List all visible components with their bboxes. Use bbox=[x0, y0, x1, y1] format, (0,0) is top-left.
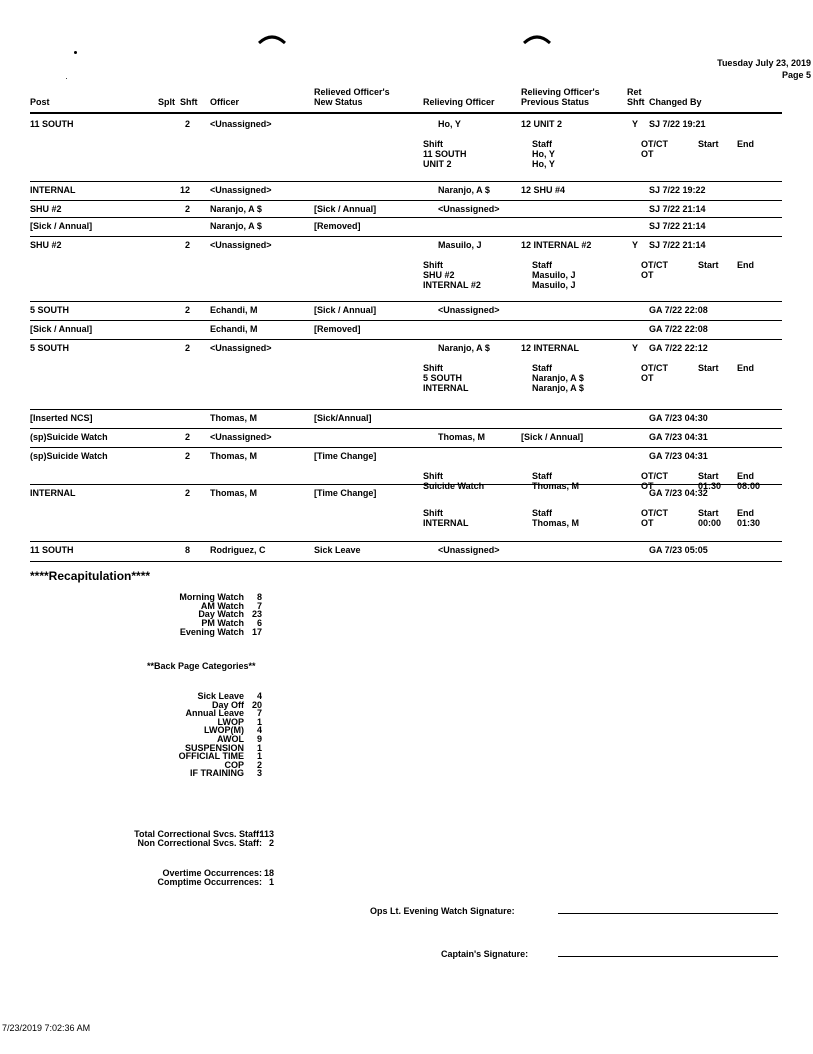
detail-shift-line: SHU #2 bbox=[423, 270, 455, 280]
row-prev-status: [Sick / Annual] bbox=[521, 432, 584, 442]
recap-watch-value: 23 bbox=[251, 609, 262, 620]
row-new-status: [Removed] bbox=[314, 221, 361, 231]
row-rule bbox=[30, 484, 782, 485]
detail-shift-line: INTERNAL bbox=[423, 383, 469, 393]
row-shft: 2 bbox=[184, 204, 190, 214]
recap-watch-label: Morning Watch bbox=[179, 592, 244, 602]
row-relieving-officer: Naranjo, A $ bbox=[438, 343, 490, 353]
detail-shift-line: 5 SOUTH bbox=[423, 373, 463, 383]
detail-ot-header: OT/CT bbox=[641, 471, 668, 481]
detail-shift-line: INTERNAL #2 bbox=[423, 280, 481, 290]
recap-category-label: AWOL bbox=[217, 734, 244, 744]
row-officer: Thomas, M bbox=[210, 488, 258, 498]
row-rule bbox=[30, 447, 782, 448]
recap-category-label: SUSPENSION bbox=[184, 742, 244, 753]
col-relieving-officer: Relieving Officer bbox=[423, 97, 495, 107]
recap-category-label: OFFICIAL TIME bbox=[178, 751, 244, 762]
recap-watch-label: Day Watch bbox=[198, 609, 244, 620]
row-officer: Naranjo, A $ bbox=[210, 221, 262, 231]
recap-total-value: 113 bbox=[259, 829, 274, 839]
detail-start-header: Start bbox=[698, 260, 719, 270]
row-shft: 2 bbox=[184, 451, 190, 461]
recap-category-label: COP bbox=[224, 759, 244, 770]
row-rule bbox=[30, 200, 782, 201]
ops-signature-label: Ops Lt. Evening Watch Signature: bbox=[370, 906, 515, 916]
row-post: [Sick / Annual] bbox=[30, 221, 93, 231]
detail-staff-line: Masuilo, J bbox=[532, 280, 576, 290]
recap-category-value: 1 bbox=[256, 716, 262, 727]
recap-category-value: 1 bbox=[256, 742, 262, 753]
row-changed-by: GA 7/23 04:31 bbox=[649, 451, 708, 461]
detail-shift-header: Shift bbox=[423, 508, 443, 518]
row-changed-by: GA 7/22 22:08 bbox=[649, 305, 708, 315]
row-officer: Thomas, M bbox=[210, 413, 258, 423]
col-shft: Shft bbox=[180, 97, 198, 107]
detail-end-header: End bbox=[737, 508, 754, 518]
row-post: SHU #2 bbox=[30, 240, 62, 250]
recap-category-value: 1 bbox=[256, 751, 262, 762]
row-prev-status: 12 UNIT 2 bbox=[521, 119, 563, 129]
row-officer: Echandi, M bbox=[210, 324, 258, 334]
header-rule bbox=[30, 112, 782, 114]
row-post: INTERNAL bbox=[30, 488, 76, 498]
detail-staff-header: Staff bbox=[532, 139, 552, 149]
recap-watch-label: Evening Watch bbox=[179, 626, 244, 637]
row-relieving-officer: Thomas, M bbox=[438, 432, 486, 442]
ops-signature-line[interactable] bbox=[558, 913, 778, 914]
col-relieved-status-2: New Status bbox=[314, 97, 363, 107]
row-ret: Y bbox=[632, 119, 639, 129]
row-post: 11 SOUTH bbox=[30, 545, 74, 555]
row-officer: <Unassigned> bbox=[210, 343, 272, 353]
detail-start-header: Start bbox=[698, 508, 719, 518]
row-changed-by: GA 7/22 22:12 bbox=[649, 343, 708, 353]
detail-start-header: Start bbox=[698, 363, 719, 373]
row-rule bbox=[30, 181, 782, 182]
detail-shift-header: Shift bbox=[423, 471, 443, 481]
row-shft: 2 bbox=[184, 488, 190, 498]
detail-ot-header: OT/CT bbox=[641, 260, 668, 270]
row-changed-by: SJ 7/22 21:14 bbox=[649, 221, 706, 231]
row-shft: 2 bbox=[184, 119, 190, 129]
row-officer: Rodriguez, C bbox=[210, 545, 266, 555]
col-ret-1: Ret bbox=[627, 87, 642, 97]
row-ret: Y bbox=[632, 343, 639, 353]
row-rule bbox=[30, 320, 782, 321]
detail-shift-line: 11 SOUTH bbox=[423, 149, 467, 159]
recap-watch-value: 6 bbox=[256, 618, 262, 629]
detail-ot-value: OT bbox=[641, 270, 654, 280]
detail-staff-header: Staff bbox=[532, 471, 552, 481]
recap-category-label: Day Off bbox=[211, 699, 244, 710]
row-changed-by: SJ 7/22 19:22 bbox=[649, 185, 706, 195]
row-officer: Naranjo, A $ bbox=[210, 204, 262, 214]
detail-shift-header: Shift bbox=[423, 363, 443, 373]
row-ret: Y bbox=[632, 240, 639, 250]
recap-watch-value: 8 bbox=[256, 592, 262, 602]
row-new-status: Sick Leave bbox=[314, 545, 361, 555]
row-rule bbox=[30, 301, 782, 302]
col-changed-by: Changed By bbox=[649, 97, 702, 107]
row-new-status: [Sick / Annual] bbox=[314, 305, 377, 315]
row-post: 5 SOUTH bbox=[30, 305, 70, 315]
recap-total-label: Non Correctional Svcs. Staff: bbox=[137, 838, 262, 848]
col-officer: Officer bbox=[210, 97, 240, 107]
detail-end-header: End bbox=[737, 260, 754, 270]
recap-watch-value: 7 bbox=[256, 600, 262, 611]
row-rule bbox=[30, 236, 782, 237]
print-timestamp: 7/23/2019 7:02:36 AM bbox=[2, 1023, 91, 1033]
detail-staff-line: Ho, Y bbox=[532, 149, 555, 159]
detail-staff-header: Staff bbox=[532, 363, 552, 373]
detail-ot-header: OT/CT bbox=[641, 508, 668, 518]
row-relieving-officer: <Unassigned> bbox=[438, 545, 500, 555]
detail-staff-line: Thomas, M bbox=[532, 481, 580, 491]
row-changed-by: SJ 7/22 21:14 bbox=[649, 204, 706, 214]
row-relieving-officer: <Unassigned> bbox=[438, 305, 500, 315]
recap-title: ****Recapitulation**** bbox=[30, 569, 151, 583]
row-rule bbox=[30, 217, 782, 218]
row-new-status: [Sick/Annual] bbox=[314, 413, 372, 423]
detail-ot-value: OT bbox=[641, 518, 654, 528]
detail-shift-header: Shift bbox=[423, 139, 443, 149]
col-splt: Splt bbox=[158, 97, 175, 107]
row-shft: 2 bbox=[184, 432, 190, 442]
speck bbox=[74, 51, 77, 54]
recap-category-value: 20 bbox=[251, 699, 262, 710]
row-post: [Sick / Annual] bbox=[30, 324, 93, 334]
row-post: (sp)Suicide Watch bbox=[30, 432, 108, 442]
row-shft: 2 bbox=[184, 240, 190, 250]
row-prev-status: 12 SHU #4 bbox=[521, 185, 566, 195]
report-date: Tuesday July 23, 2019 bbox=[717, 58, 811, 68]
detail-end-header: End bbox=[737, 139, 754, 149]
recap-occurrence-value: 1 bbox=[268, 877, 274, 887]
detail-start-value: 00:00 bbox=[698, 518, 722, 528]
detail-ot-value: OT bbox=[641, 149, 654, 159]
detail-staff-header: Staff bbox=[532, 260, 552, 270]
recap-category-value: 4 bbox=[256, 691, 262, 701]
col-post: Post bbox=[30, 97, 50, 107]
detail-start-header: Start bbox=[698, 471, 719, 481]
row-rule bbox=[30, 541, 782, 542]
row-officer: Echandi, M bbox=[210, 305, 258, 315]
recap-category-label: IF TRAINING bbox=[190, 768, 244, 779]
recap-occurrence-label: Overtime Occurrences: bbox=[162, 868, 262, 878]
row-rule bbox=[30, 428, 782, 429]
row-new-status: [Time Change] bbox=[314, 488, 377, 498]
recap-category-label: LWOP bbox=[217, 716, 244, 727]
detail-staff-line: Masuilo, J bbox=[532, 270, 576, 280]
page-number: Page 5 bbox=[781, 70, 811, 80]
col-relieved-status-1: Relieved Officer's bbox=[314, 87, 390, 97]
row-post: 5 SOUTH bbox=[30, 343, 70, 353]
detail-start-header: Start bbox=[698, 139, 719, 149]
row-shft: 2 bbox=[184, 305, 190, 315]
row-changed-by: GA 7/23 05:05 bbox=[649, 545, 708, 555]
recap-category-label: Sick Leave bbox=[197, 691, 244, 701]
row-post: SHU #2 bbox=[30, 204, 62, 214]
recap-watch-label: PM Watch bbox=[201, 618, 244, 629]
detail-ot-header: OT/CT bbox=[641, 363, 668, 373]
row-post: INTERNAL bbox=[30, 185, 76, 195]
row-changed-by: SJ 7/22 21:14 bbox=[649, 240, 706, 250]
recap-category-value: 2 bbox=[256, 759, 262, 770]
recap-category-label: LWOP(M) bbox=[204, 725, 244, 736]
row-relieving-officer: Naranjo, A $ bbox=[438, 185, 490, 195]
detail-shift-line: UNIT 2 bbox=[423, 159, 452, 169]
detail-start-value: 01:30 bbox=[698, 481, 722, 491]
captain-signature-label: Captain's Signature: bbox=[441, 949, 529, 959]
row-new-status: [Sick / Annual] bbox=[314, 204, 377, 214]
row-new-status: [Time Change] bbox=[314, 451, 377, 461]
detail-shift-line: INTERNAL bbox=[423, 518, 469, 528]
row-new-status: [Removed] bbox=[314, 324, 361, 334]
captain-signature-line[interactable] bbox=[558, 956, 778, 957]
punch-mark-left bbox=[258, 33, 286, 45]
speck bbox=[66, 78, 67, 79]
col-relieving-prev-1: Relieving Officer's bbox=[521, 87, 600, 97]
recap-category-value: 9 bbox=[256, 734, 262, 744]
recap-category-value: 4 bbox=[256, 725, 262, 736]
row-relieving-officer: Masuilo, J bbox=[438, 240, 482, 250]
row-rule bbox=[30, 409, 782, 410]
row-shft: 2 bbox=[184, 343, 190, 353]
row-rule bbox=[30, 561, 782, 562]
detail-end-header: End bbox=[737, 363, 754, 373]
row-officer: <Unassigned> bbox=[210, 240, 272, 250]
col-relieving-prev-2: Previous Status bbox=[521, 97, 590, 107]
row-rule bbox=[30, 339, 782, 340]
detail-shift-header: Shift bbox=[423, 260, 443, 270]
row-officer: <Unassigned> bbox=[210, 119, 272, 129]
detail-staff-line: Thomas, M bbox=[532, 518, 580, 528]
detail-ot-header: OT/CT bbox=[641, 139, 668, 149]
back-page-title: **Back Page Categories** bbox=[147, 661, 256, 671]
recap-occurrence-label: Comptime Occurrences: bbox=[157, 877, 262, 887]
detail-end-value: 01:30 bbox=[737, 518, 761, 528]
recap-total-value: 2 bbox=[268, 838, 274, 848]
row-changed-by: SJ 7/22 19:21 bbox=[649, 119, 706, 129]
row-shft: 12 bbox=[179, 185, 190, 195]
detail-shift-line: Suicide Watch bbox=[423, 481, 485, 491]
punch-mark-right bbox=[523, 33, 551, 45]
row-post: (sp)Suicide Watch bbox=[30, 451, 108, 461]
row-changed-by: GA 7/23 04:31 bbox=[649, 432, 708, 442]
detail-staff-line: Ho, Y bbox=[532, 159, 555, 169]
detail-ot-value: OT bbox=[641, 481, 654, 491]
row-changed-by: GA 7/22 22:08 bbox=[649, 324, 708, 334]
row-relieving-officer: Ho, Y bbox=[438, 119, 461, 129]
row-post: 11 SOUTH bbox=[30, 119, 74, 129]
recap-watch-value: 17 bbox=[251, 626, 262, 637]
detail-end-header: End bbox=[737, 471, 754, 481]
recap-category-value: 7 bbox=[256, 708, 262, 719]
detail-staff-line: Naranjo, A $ bbox=[532, 383, 584, 393]
row-officer: <Unassigned> bbox=[210, 432, 272, 442]
detail-staff-line: Naranjo, A $ bbox=[532, 373, 584, 383]
detail-staff-header: Staff bbox=[532, 508, 552, 518]
row-changed-by: GA 7/23 04:30 bbox=[649, 413, 708, 423]
row-changed-by: GA 7/23 04:32 bbox=[649, 488, 708, 498]
detail-ot-value: OT bbox=[641, 373, 654, 383]
row-post: [Inserted NCS] bbox=[30, 413, 93, 423]
row-prev-status: 12 INTERNAL bbox=[521, 343, 580, 353]
row-officer: Thomas, M bbox=[210, 451, 258, 461]
row-relieving-officer: <Unassigned> bbox=[438, 204, 500, 214]
row-shft: 8 bbox=[184, 545, 190, 555]
row-prev-status: 12 INTERNAL #2 bbox=[521, 240, 592, 250]
recap-category-value: 3 bbox=[256, 768, 262, 779]
recap-watch-label: AM Watch bbox=[200, 600, 244, 611]
detail-end-value: 08:00 bbox=[737, 481, 761, 491]
row-officer: <Unassigned> bbox=[210, 185, 272, 195]
recap-total-label: Total Correctional Svcs. Staff: bbox=[134, 829, 262, 839]
col-ret-2: Shft bbox=[627, 97, 645, 107]
recap-category-label: Annual Leave bbox=[185, 708, 244, 719]
recap-occurrence-value: 18 bbox=[263, 868, 274, 878]
